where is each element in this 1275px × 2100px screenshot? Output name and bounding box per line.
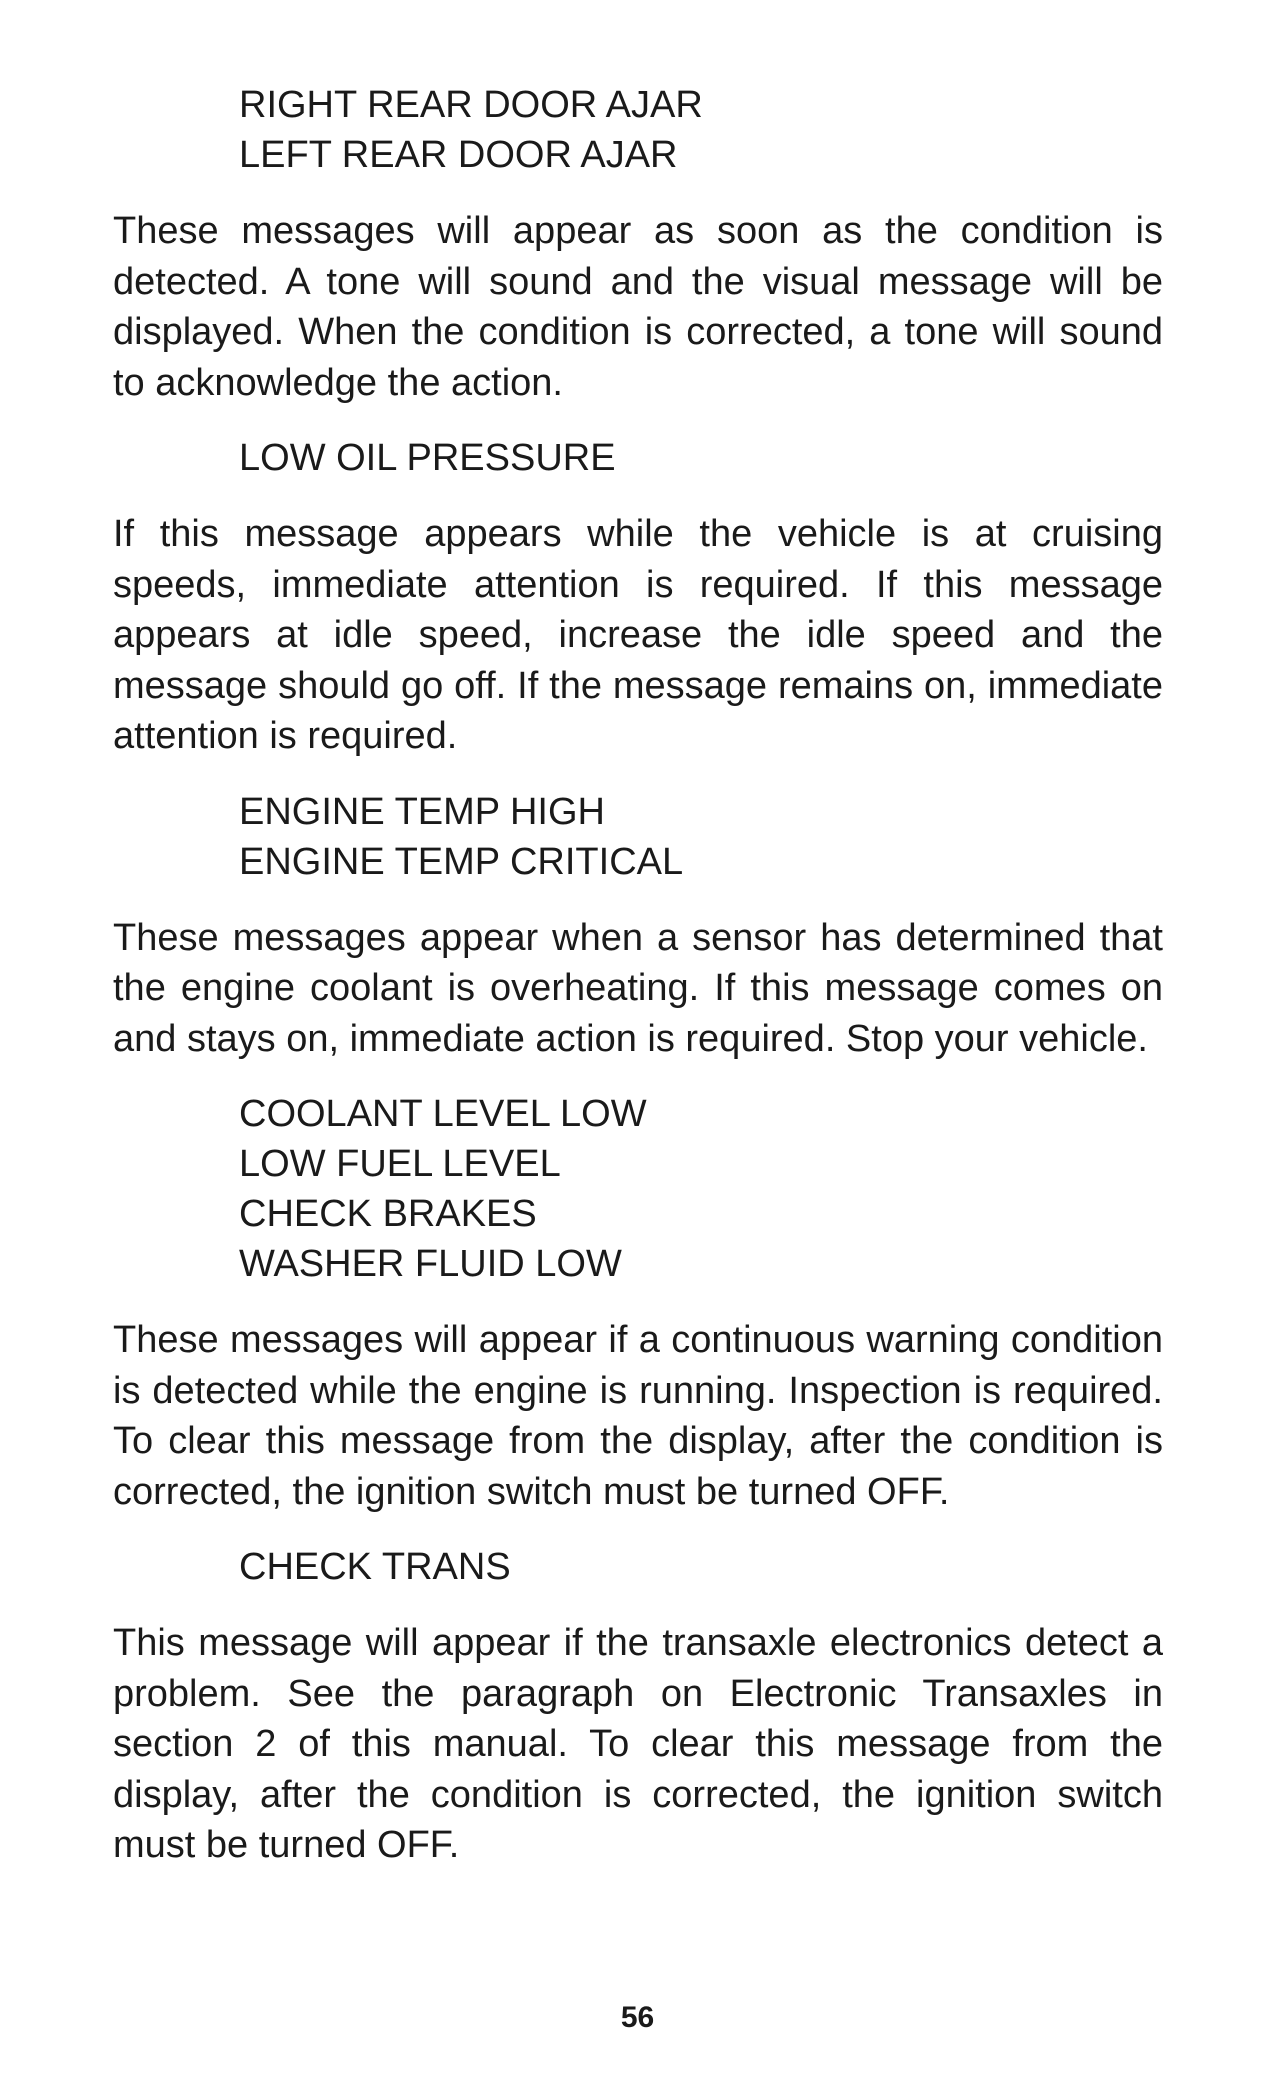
temp-messages bbox=[239, 787, 1163, 887]
message-washer-fluid-low: WASHER FLUID LOW bbox=[239, 1243, 622, 1285]
door-description: These messages will appear as soon as the condition is detected. A tone will sound and the visual message will be displayed. When the condition is corrected, a tone will sound to acknowledge the action. bbox=[113, 210, 1163, 404]
trans-description: This message will appear if the transaxle electronics detect a problem. See the paragraph on Electronic Transaxles in section 2 of this manual. To clear this message from the display, after the condition is corrected, the ignition switch must be turned OFF. bbox=[113, 1622, 1163, 1866]
message-low-fuel-level: LOW FUEL LEVEL bbox=[239, 1143, 561, 1185]
manual-page bbox=[113, 80, 1163, 1871]
message-check-brakes: CHECK BRAKES bbox=[239, 1193, 537, 1235]
trans-messages bbox=[239, 1542, 1163, 1592]
message-check-trans: CHECK TRANS bbox=[239, 1546, 511, 1588]
message-coolant-level-low: COOLANT LEVEL LOW bbox=[239, 1093, 647, 1135]
message-right-rear-door: RIGHT REAR DOOR AJAR bbox=[239, 84, 703, 126]
message-low-oil-pressure: LOW OIL PRESSURE bbox=[239, 437, 616, 479]
message-engine-temp-critical: ENGINE TEMP CRITICAL bbox=[239, 840, 684, 883]
oil-messages bbox=[239, 433, 1163, 483]
temp-description: These messages appear when a sensor has determined that the engine coolant is overheating. If this message comes on and stays on, immediate action is required. Stop your vehicle. bbox=[113, 916, 1163, 1060]
message-engine-temp-high: ENGINE TEMP HIGH bbox=[239, 790, 605, 833]
warning-description: These messages will appear if a continuous warning condition is detected while the engine is running. Inspection is required. To clear this message from the display, after the condition is corrected, the ignition switch must be turned OFF. bbox=[113, 1319, 1163, 1513]
page-number: 56 bbox=[620, 2001, 655, 2034]
oil-description: If this message appears while the vehicle is at cruising speeds, immediate attention is required. If this message appears at idle speed, increase the idle speed and the message should go off. If the message remains on, immediate attention is required. bbox=[113, 513, 1163, 757]
door-messages bbox=[239, 80, 1163, 180]
warning-messages bbox=[239, 1089, 1163, 1289]
message-left-rear-door: LEFT REAR DOOR AJAR bbox=[239, 134, 678, 176]
